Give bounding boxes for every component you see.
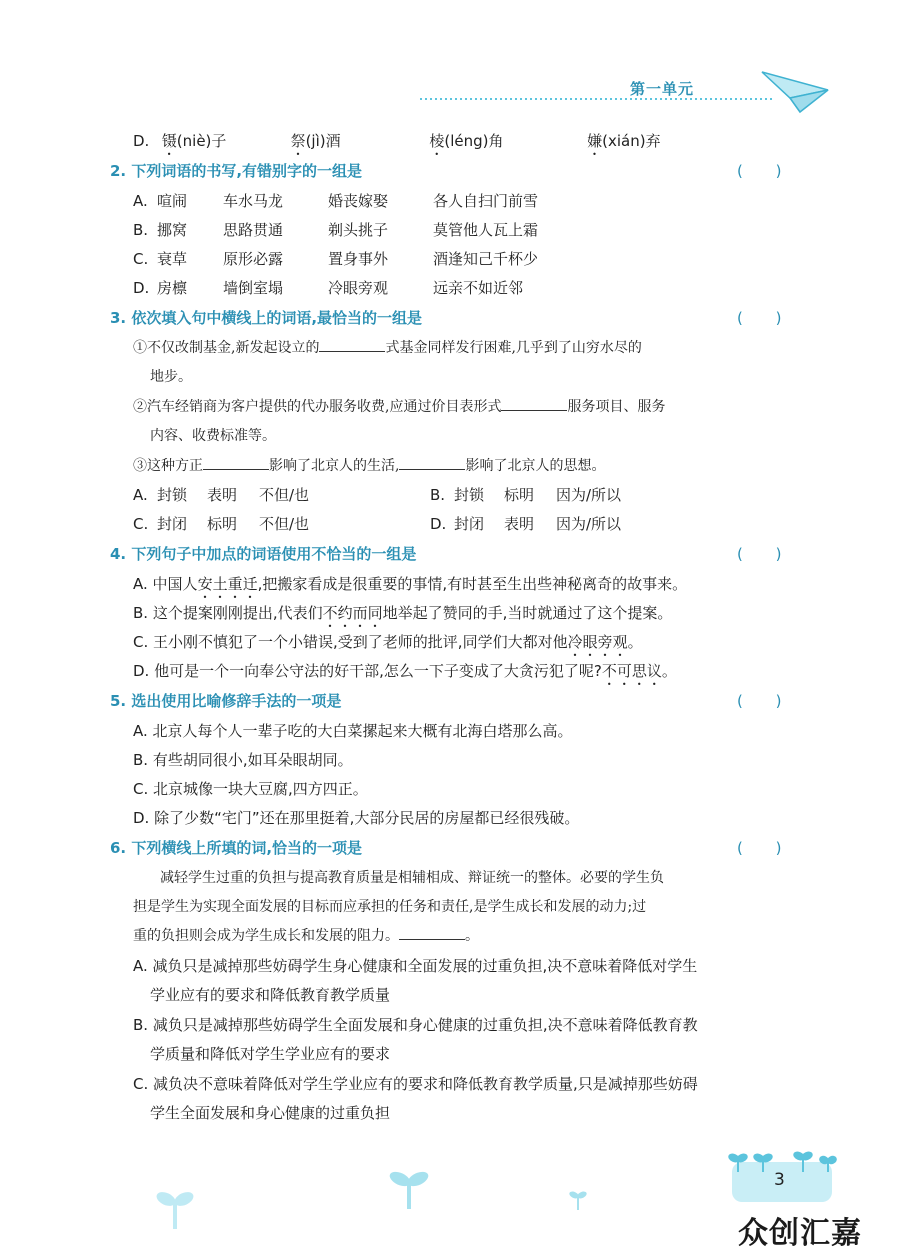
option-label: D. (133, 279, 150, 297)
option-label: D. (430, 515, 447, 533)
sentence-text: ①不仅改制基金,新发起设立的 (133, 340, 320, 356)
emphasized-char: 镊 (161, 132, 177, 150)
q6-option-a-line-1: A. 减负只是减掉那些妨碍学生身心健康和全面发展的过重负担,决不意味着降低对学生 (133, 957, 698, 975)
word: 婚丧嫁娶 (328, 192, 389, 210)
word: 车水马龙 (223, 192, 284, 210)
fill-blank (203, 455, 269, 470)
word: 表明 (207, 486, 238, 504)
option-label: C. (133, 780, 149, 798)
q6-passage-line-3 (133, 925, 479, 947)
option-label: D. (133, 662, 150, 680)
emphasized-char: 祭 (290, 132, 306, 150)
word: 剃头挑子 (328, 221, 389, 239)
sprout-icon (568, 1188, 588, 1210)
q3-option-a (133, 484, 429, 506)
sentence-text: 式基金同样发行困难,几乎到了山穷水尽的 (385, 340, 642, 356)
word: 远亲不如近邻 (433, 279, 524, 297)
question-6-title: 6. 下列横线上所填的词,恰当的一项是 (110, 839, 363, 857)
sprout-row-icon (728, 1150, 838, 1172)
q4-option-a (133, 573, 687, 602)
option-label: B. (133, 221, 149, 239)
sentence-text: 影响了北京人的生活, (269, 458, 400, 474)
q1-d-word-2 (291, 130, 425, 159)
q6-option-b-line-2: 学质量和降低对学生学业应有的要求 (150, 1045, 391, 1063)
paper-plane-icon (760, 70, 830, 115)
sentence-text: ,把搬家看成是很重要的事情,有时甚至生出些神秘离奇的故事来。 (257, 575, 688, 593)
word: 思路贯通 (223, 221, 284, 239)
sentence-text: 。 (661, 662, 677, 680)
q4-option-b (133, 602, 672, 631)
option-label: A. (133, 486, 148, 504)
sentence-text: 地举起了赞同的手,当时就通过了这个提案。 (382, 604, 673, 622)
unit-title: 第一单元 (630, 80, 695, 98)
sentence-text: ②汽车经销商为客户提供的代办服务收费,应通过价目表形式 (133, 399, 502, 415)
q2-option-c (133, 248, 538, 270)
option-label: B. (430, 486, 446, 504)
word: 封锁 (454, 486, 485, 504)
word: 喧闹 (157, 192, 188, 210)
fill-blank (399, 925, 465, 940)
word: 冷眼旁观 (328, 279, 389, 297)
option-label: C. (133, 515, 149, 533)
option-label: C. (133, 633, 149, 651)
sentence-text: 王小刚不慎犯了一个小错误,受到了老师的批评,同学们大都对他 (153, 633, 568, 651)
emphasized-phrase: 不可思议 (601, 662, 662, 680)
q2-answer-paren[interactable]: ( ) (737, 162, 782, 180)
emphasized-phrase: 冷眼旁观 (567, 633, 628, 651)
question-3-title: 3. 依次填入句中横线上的词语,最恰当的一组是 (110, 309, 423, 327)
word: 不但/也 (259, 486, 310, 504)
q2-option-a (133, 190, 538, 212)
sentence-text: 。 (627, 633, 643, 651)
q3-option-d (430, 513, 621, 535)
sentence-text: 影响了北京人的思想。 (465, 458, 606, 474)
q3-sentence-1-cont: 地步。 (150, 369, 192, 385)
word: 封锁 (157, 486, 188, 504)
word: 衰草 (157, 250, 188, 268)
option-label: C. (133, 250, 149, 268)
word: 标明 (207, 515, 238, 533)
emphasized-phrase: 不约而同 (322, 604, 383, 622)
question-2-title: 2. 下列词语的书写,有错别字的一组是 (110, 162, 363, 180)
page-number: 3 (774, 1170, 785, 1190)
pinyin-suffix: (jì)酒 (305, 132, 341, 150)
sprout-icon (155, 1185, 195, 1230)
dotted-rule (420, 96, 780, 102)
q6-answer-paren[interactable]: ( ) (737, 839, 782, 857)
word: 房檩 (157, 279, 188, 297)
q5-answer-paren[interactable]: ( ) (737, 692, 782, 710)
word: 因为/所以 (556, 515, 622, 533)
q4-option-c (133, 631, 643, 660)
emphasized-phrase: 安土重迁 (197, 575, 258, 593)
q6-option-c-line-1: C. 减负决不意味着降低对学生学业应有的要求和降低教育教学质量,只是减掉那些妨碍 (133, 1075, 698, 1093)
option-label: D. (133, 132, 150, 150)
option-label: A. (133, 192, 148, 210)
word: 莫管他人瓦上霜 (433, 221, 539, 239)
option-label: B. (133, 604, 149, 622)
q3-sentence-2 (133, 396, 665, 418)
option-label: D. (133, 809, 150, 827)
word: 封闭 (454, 515, 485, 533)
q3-answer-paren[interactable]: ( ) (737, 309, 782, 327)
q3-option-b (430, 484, 621, 506)
word: 表明 (504, 515, 535, 533)
pinyin-suffix: (léng)角 (444, 132, 504, 150)
option-text: 北京人每个人一辈子吃的大白菜摞起来大概有北海白塔那么高。 (152, 722, 573, 740)
q5-option-a (133, 720, 573, 742)
q6-passage-line-1: 减轻学生过重的负担与提高教育质量是相辅相成、辩证统一的整体。必要的学生负 (160, 870, 664, 886)
q4-answer-paren[interactable]: ( ) (737, 545, 782, 563)
q1-option-d (133, 130, 661, 159)
emphasized-char: 嫌 (587, 132, 603, 150)
option-label: A. (133, 575, 148, 593)
word: 挪窝 (157, 221, 188, 239)
word: 不但/也 (259, 515, 310, 533)
fill-blank (399, 455, 465, 470)
watermark: 众创汇嘉 (738, 1216, 862, 1251)
q4-option-d (133, 660, 677, 689)
pinyin-suffix: (xián)弃 (602, 132, 661, 150)
word: 原形必露 (223, 250, 284, 268)
word: 各人自扫门前雪 (433, 192, 539, 210)
q5-option-c (133, 778, 368, 800)
q3-option-c (133, 513, 429, 535)
q1-d-word-4 (587, 130, 660, 159)
q6-passage-line-2: 担是学生为实现全面发展的目标而应承担的任务和责任,是学生成长和发展的动力;过 (133, 899, 647, 915)
q6-option-b-line-1: B. 减负只是减掉那些妨碍学生全面发展和身心健康的过重负担,决不意味着降低教育教 (133, 1016, 698, 1034)
q3-sentence-2-cont: 内容、收费标准等。 (150, 428, 276, 444)
option-label: A. (133, 722, 148, 740)
unit-header (420, 70, 860, 120)
q5-option-b (133, 749, 353, 771)
word: 因为/所以 (556, 486, 622, 504)
word: 墙倒室塌 (223, 279, 284, 297)
sentence-text: 这个提案刚刚提出,代表们 (152, 604, 323, 622)
sentence-text: 服务项目、服务 (567, 399, 666, 415)
sentence-text: 重的负担则会成为学生成长和发展的阻力。 (133, 928, 399, 944)
q2-option-b (133, 219, 538, 241)
fill-blank (501, 396, 567, 411)
q1-d-word-1 (162, 130, 286, 159)
option-text: 北京城像一块大豆腐,四方四正。 (153, 780, 368, 798)
word: 置身事外 (328, 250, 389, 268)
sprout-icon (388, 1165, 430, 1210)
sentence-text: 中国人 (152, 575, 198, 593)
sentence-text: 。 (465, 928, 479, 944)
option-text: 有些胡同很小,如耳朵眼胡同。 (152, 751, 353, 769)
pinyin-suffix: (niè)子 (176, 132, 227, 150)
q3-sentence-3 (133, 455, 605, 477)
q6-option-a-line-2: 学业应有的要求和降低教育教学质量 (150, 986, 391, 1004)
emphasized-char: 棱 (429, 132, 445, 150)
sentence-text: ③这种方正 (133, 458, 203, 474)
option-label: B. (133, 751, 149, 769)
word: 标明 (504, 486, 535, 504)
q6-option-c-line-2: 学生全面发展和身心健康的过重负担 (150, 1104, 391, 1122)
q5-option-d (133, 807, 579, 829)
q2-option-d (133, 277, 523, 299)
sentence-text: 他可是一个一向奉公守法的好干部,怎么一下子变成了大贪污犯了呢? (154, 662, 602, 680)
option-text: 除了少数“宅门”还在那里挺着,大部分民居的房屋都已经很残破。 (154, 809, 580, 827)
question-5-title: 5. 选出使用比喻修辞手法的一项是 (110, 692, 342, 710)
q1-d-word-3 (429, 130, 582, 159)
question-4-title: 4. 下列句子中加点的词语使用不恰当的一组是 (110, 545, 417, 563)
q3-sentence-1 (133, 337, 642, 359)
word: 封闭 (157, 515, 188, 533)
fill-blank (319, 337, 385, 352)
word: 酒逢知己千杯少 (433, 250, 539, 268)
